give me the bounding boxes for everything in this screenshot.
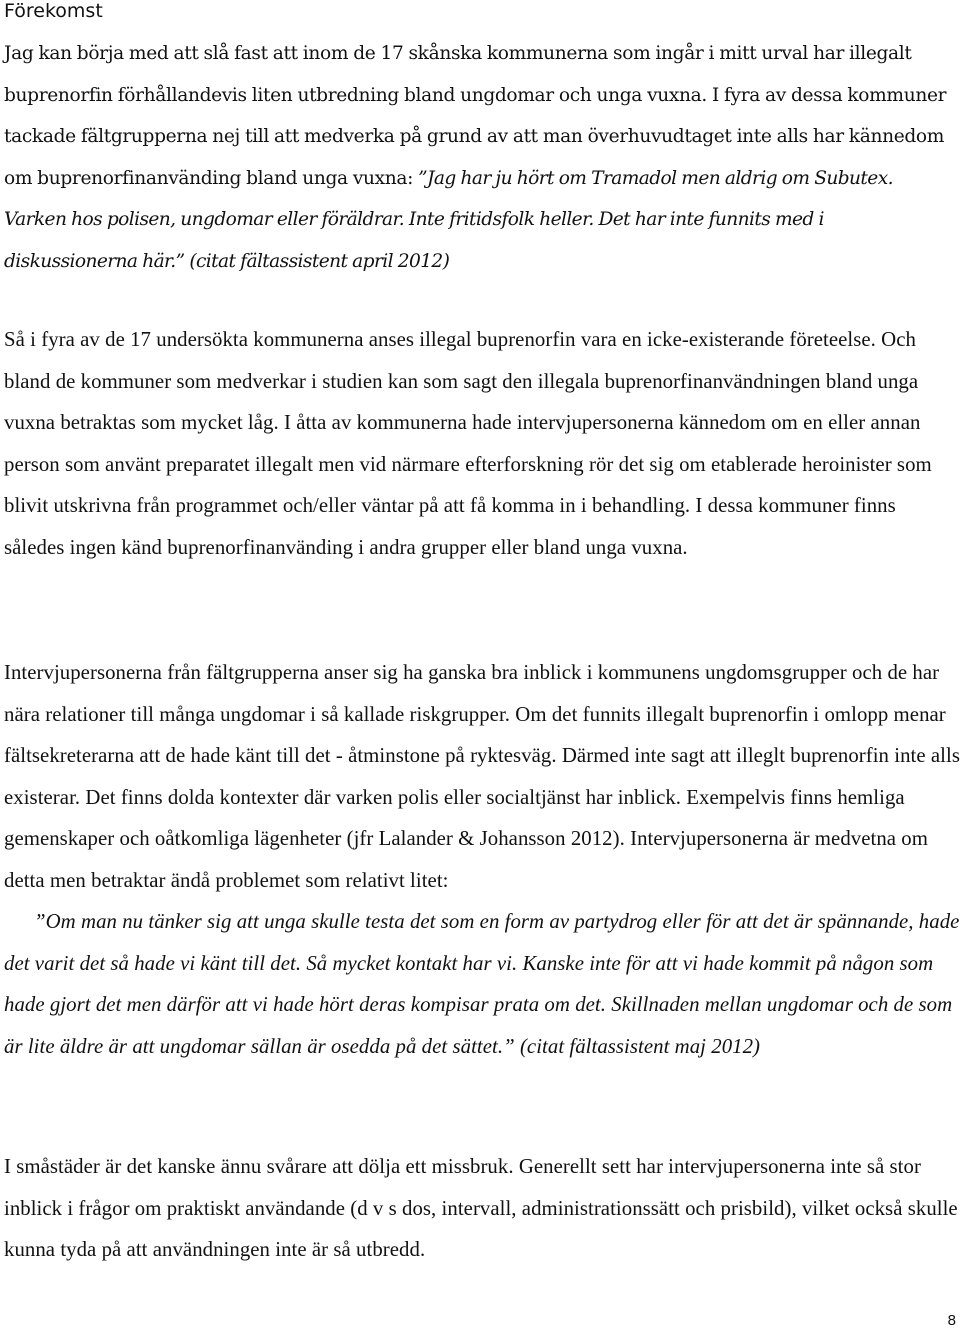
paragraph-findings: Så i fyra av de 17 undersökta kommunerna anses illegal buprenorfin vara en icke-existerande företeelse. Och bland de kommuner som medverkar i studien kan som sagt den illegala buprenorfinanvändningen bland unga vuxna betraktas som mycket låg. I åtta av kommunerna hade intervjupersonerna kännedom om en eller annan person som använt preparatet illegalt men vid närmare efterforskning rör det sig om etablerade heroinister som blivit utskrivna från programmet och/eller väntar på att få komma in i behandling. I dessa kommuner finns således ingen känd buprenorfinanvänding i andra grupper eller bland unga vuxna. [4, 328, 932, 559]
page-number: 8 [947, 1312, 956, 1329]
paragraph-intro [4, 33, 960, 283]
paragraph-intro-text: Jag kan börja med att slå fast att inom de 17 skånska kommunerna som ingår i mitt urval har illegalt buprenorfin förhållandevis liten utbredning bland ungdomar och unga vuxna. I fyra av dessa kommuner tackade fältgrupperna nej till att medverka på grund av att man överhuvudtaget inte alls har kännedom om buprenorfinanvänding bland unga vuxna: [4, 43, 947, 189]
paragraph-conclusion: I småstäder är det kanske ännu svårare att dölja ett missbruk. Generellt sett har intervjupersonerna inte så stor inblick i frågor om praktiskt användande (d v s dos, intervall, administrationssätt och prisbild), vilket också skulle kunna tyda på att användningen inte är så utbredd. [4, 1155, 958, 1261]
block-quote-2: ”Om man nu tänker sig att unga skulle testa det som en form av partydrog eller för att det är spännande, hade det varit det så hade vi känt till det. Så mycket kontakt har vi. Kanske inte för att vi hade kommit på någon som hade gjort det men därför att vi hade hört deras kompisar prata om det. Skillnaden mellan ungdomar och de som är lite äldre är att ungdomar sällan är osedda på det sättet.” (citat fältassistent maj 2012) [4, 910, 960, 1058]
section-heading: Förekomst [4, 0, 103, 22]
block-quote-1: ”Jag har ju hört om Tramadol men aldrig om Subutex. Varken hos polisen, ungdomar eller föräldrar. Inte fritidsfolk heller. Det har inte funnits med i diskussionerna här.” (citat fältassistent april 2012) [4, 167, 893, 272]
paragraph-insight-text: Intervjupersonerna från fältgrupperna anser sig ha ganska bra inblick i kommunens ungdomsgrupper och de har nära relationer till många ungdomar i så kallade riskgrupper. Om det funnits illegalt buprenorfin i omlopp menar fältsekreterarna att de hade känt till det - åtminstone på ryktesväg. Därmed inte sagt att illeglt buprenorfin inte alls existerar. Det finns dolda kontexter där varken polis eller socialtjänst har inblick. Exempelvis finns hemliga gemenskaper och oåtkomliga lägenheter (jfr Lalander & Johansson 2012). Intervjupersonerna är medvetna om detta men betraktar ändå problemet som relativt litet: [4, 661, 960, 892]
paragraph-insight [4, 652, 960, 1067]
